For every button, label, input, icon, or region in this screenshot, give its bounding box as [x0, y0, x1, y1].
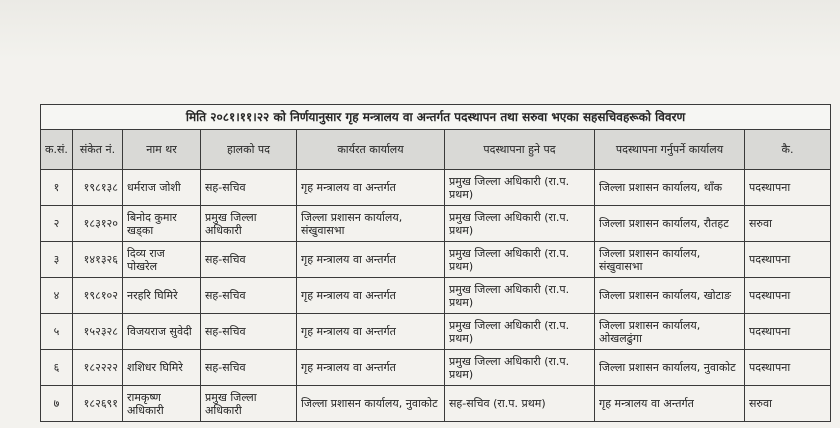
cell-current-office: गृह मन्त्रालय वा अन्तर्गत — [297, 242, 445, 278]
cell-name: दिव्य राज पोखरेल — [123, 242, 201, 278]
cell-current-office: गृह मन्त्रालय वा अन्तर्गत — [297, 350, 445, 386]
cell-new-post: प्रमुख जिल्ला अधिकारी (रा.प. प्रथम) — [445, 242, 595, 278]
header-row — [41, 130, 831, 170]
header-new-office: पदस्थापना गर्नुपर्ने कार्यालय — [595, 130, 745, 170]
header-new-post: पदस्थापना हुने पद — [445, 130, 595, 170]
cell-current-post: प्रमुख जिल्ला अधिकारी — [201, 206, 297, 242]
cell-current-post: सह-सचिव — [201, 242, 297, 278]
cell-sn: ४ — [41, 278, 73, 314]
cell-current-office: गृह मन्त्रालय वा अन्तर्गत — [297, 314, 445, 350]
table-title: मिति २०८१।११।२२ को निर्णयानुसार गृह मन्त्रालय वा अन्तर्गत पदस्थापन तथा सरुवा भएका सहसचिवहरूको विवरण — [41, 105, 831, 130]
table-title-row — [41, 105, 831, 130]
header-current-office: कार्यरत कार्यालय — [297, 130, 445, 170]
cell-name: रामकृष्ण अधिकारी — [123, 386, 201, 422]
cell-new-post: प्रमुख जिल्ला अधिकारी (रा.प. प्रथम) — [445, 278, 595, 314]
cell-sn: ७ — [41, 386, 73, 422]
cell-remark: सरुवा — [745, 206, 831, 242]
cell-new-office: जिल्ला प्रशासन कार्यालय, थाँक — [595, 170, 745, 206]
cell-current-post: सह-सचिव — [201, 170, 297, 206]
table-row — [41, 170, 831, 206]
table-body — [41, 170, 831, 422]
cell-remark: पदस्थापना — [745, 278, 831, 314]
table-row — [41, 242, 831, 278]
cell-new-post: प्रमुख जिल्ला अधिकारी (रा.प. प्रथम) — [445, 350, 595, 386]
header-name: नाम थर — [123, 130, 201, 170]
header-current-post: हालको पद — [201, 130, 297, 170]
cell-current-post: सह-सचिव — [201, 350, 297, 386]
cell-sn: ३ — [41, 242, 73, 278]
cell-current-office: गृह मन्त्रालय वा अन्तर्गत — [297, 170, 445, 206]
cell-code: १९८१०२ — [73, 278, 123, 314]
cell-name: धर्मराज जोशी — [123, 170, 201, 206]
cell-sn: ५ — [41, 314, 73, 350]
cell-name: विजयराज सुवेदी — [123, 314, 201, 350]
cell-current-post: सह-सचिव — [201, 278, 297, 314]
cell-remark: पदस्थापना — [745, 350, 831, 386]
scan-shadow — [0, 0, 840, 60]
cell-new-office: जिल्ला प्रशासन कार्यालय, रौतहट — [595, 206, 745, 242]
cell-remark: पदस्थापना — [745, 170, 831, 206]
cell-code: १८३१२० — [73, 206, 123, 242]
cell-sn: ६ — [41, 350, 73, 386]
cell-code: १९८१३८ — [73, 170, 123, 206]
cell-current-post: प्रमुख जिल्ला अधिकारी — [201, 386, 297, 422]
cell-current-post: सह-सचिव — [201, 314, 297, 350]
header-sn: क.सं. — [41, 130, 73, 170]
cell-new-office: जिल्ला प्रशासन कार्यालय, नुवाकोट — [595, 350, 745, 386]
header-code: संकेत नं. — [73, 130, 123, 170]
cell-current-office: गृह मन्त्रालय वा अन्तर्गत — [297, 278, 445, 314]
cell-new-post: प्रमुख जिल्ला अधिकारी (रा.प. प्रथम) — [445, 206, 595, 242]
cell-name: नरहरि घिमिरे — [123, 278, 201, 314]
cell-new-post: प्रमुख जिल्ला अधिकारी (रा.प. प्रथम) — [445, 314, 595, 350]
cell-remark: सरुवा — [745, 386, 831, 422]
cell-name: बिनोद कुमार खड्का — [123, 206, 201, 242]
cell-code: १८२२२२ — [73, 350, 123, 386]
cell-code: १४१३२६ — [73, 242, 123, 278]
transfer-table — [40, 104, 831, 422]
cell-current-office: जिल्ला प्रशासन कार्यालय, नुवाकोट — [297, 386, 445, 422]
cell-new-office: गृह मन्त्रालय वा अन्तर्गत — [595, 386, 745, 422]
cell-remark: पदस्थापना — [745, 242, 831, 278]
cell-code: १५२३२८ — [73, 314, 123, 350]
cell-new-post: सह-सचिव (रा.प. प्रथम) — [445, 386, 595, 422]
cell-name: शशिधर घिमिरे — [123, 350, 201, 386]
cell-new-office: जिल्ला प्रशासन कार्यालय, ओखलढुंगा — [595, 314, 745, 350]
cell-new-post: प्रमुख जिल्ला अधिकारी (रा.प. प्रथम) — [445, 170, 595, 206]
cell-code: १८२६९१ — [73, 386, 123, 422]
table-row — [41, 314, 831, 350]
table-row — [41, 206, 831, 242]
table-row — [41, 386, 831, 422]
cell-new-office: जिल्ला प्रशासन कार्यालय, संखुवासभा — [595, 242, 745, 278]
cell-sn: १ — [41, 170, 73, 206]
cell-sn: २ — [41, 206, 73, 242]
cell-current-office: जिल्ला प्रशासन कार्यालय, संखुवासभा — [297, 206, 445, 242]
table-row — [41, 278, 831, 314]
table-row — [41, 350, 831, 386]
header-remark: कै. — [745, 130, 831, 170]
cell-remark: पदस्थापना — [745, 314, 831, 350]
cell-new-office: जिल्ला प्रशासन कार्यालय, खोटाङ — [595, 278, 745, 314]
